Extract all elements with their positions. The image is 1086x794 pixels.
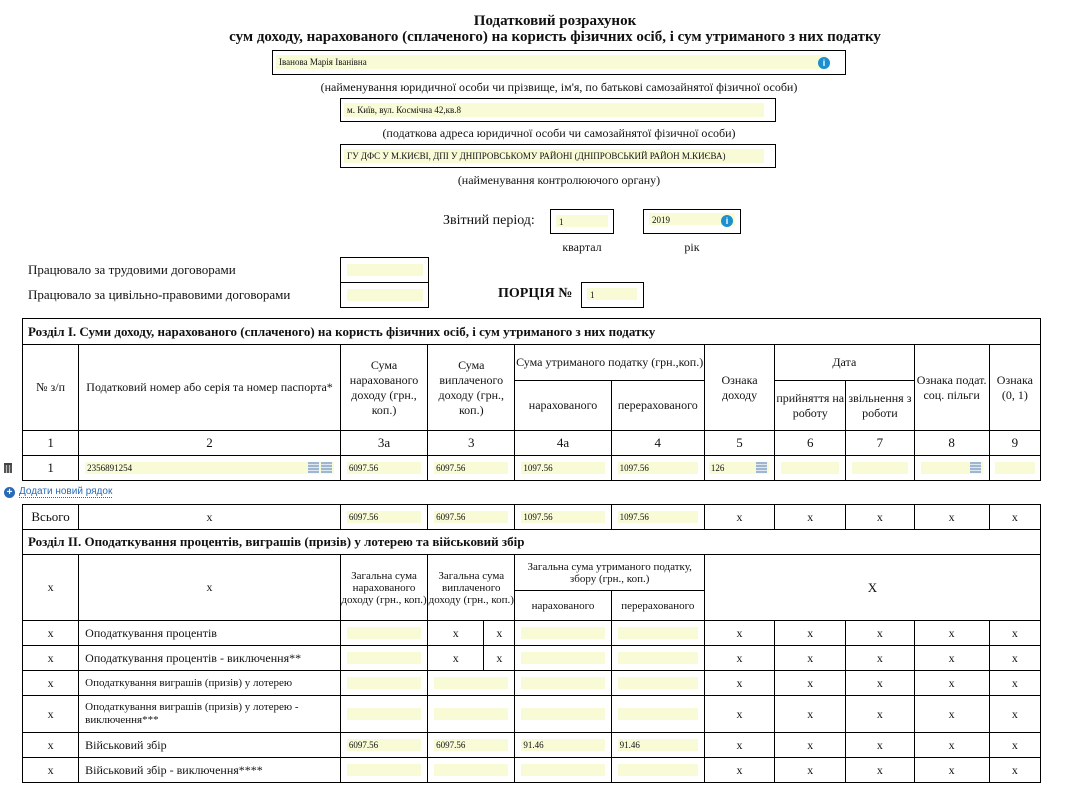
accrued-income-field[interactable] xyxy=(347,764,421,776)
tax-transferred-field[interactable] xyxy=(618,764,698,776)
row-num: 1 xyxy=(23,456,79,481)
col-number: 7 xyxy=(846,431,914,456)
labor-contracts-box xyxy=(340,257,429,283)
header-accrued-income: Сума нарахованого доходу (грн., коп.) xyxy=(340,345,427,431)
quarter-caption: квартал xyxy=(562,240,602,254)
taxpayer-name-field[interactable]: Іванова Марія Іванівна xyxy=(276,55,826,69)
total-tax-transferred[interactable]: 1097.56 xyxy=(618,511,698,523)
header-date-fired: звільнення з роботи xyxy=(846,381,914,431)
header-accrued: нарахованого xyxy=(515,591,611,621)
table-row xyxy=(23,696,1041,733)
x-mark: x xyxy=(846,758,914,783)
x-mark: x xyxy=(914,696,989,733)
x-mark: x xyxy=(846,696,914,733)
sign01-field[interactable] xyxy=(995,462,1035,474)
paid-income-field[interactable] xyxy=(434,764,508,776)
total-label: Всього xyxy=(23,505,79,530)
x-mark: x xyxy=(775,696,846,733)
authority-box xyxy=(340,144,776,168)
table-row xyxy=(23,733,1041,758)
form-title: Податковий розрахунок xyxy=(473,13,637,29)
date-fired-field[interactable] xyxy=(852,462,907,474)
x-mark: x xyxy=(989,758,1040,783)
section1-title: Розділ I. Суми доходу, нарахованого (сплаченого) на користь фізичних осіб, і сум утриманого з них податку xyxy=(23,319,1041,345)
x-mark: x xyxy=(989,671,1040,696)
year-field[interactable]: 2019 xyxy=(649,213,735,225)
form-subtitle: сум доходу, нарахованого (сплаченого) на користь фізичних осіб, і сум утриманого з них податку xyxy=(229,29,881,45)
x-mark: x xyxy=(775,733,846,758)
x-mark: x xyxy=(484,621,515,646)
civil-contracts-box xyxy=(340,282,429,308)
header-sign01: Ознака (0, 1) xyxy=(989,345,1040,431)
address-caption: (податкова адреса юридичної особи чи самозайнятої фізичної особи) xyxy=(382,126,736,140)
portion-field[interactable]: 1 xyxy=(587,288,637,300)
tax-accrued-field[interactable]: 91.46 xyxy=(521,739,604,751)
x-mark: x xyxy=(704,696,774,733)
header-social-benefit: Ознака подат. соц. пільги xyxy=(914,345,989,431)
authority-caption: (найменування контролюючого органу) xyxy=(457,173,661,187)
civil-contracts-field[interactable] xyxy=(347,289,423,301)
x-mark: x xyxy=(23,696,79,733)
total-accrued-income[interactable]: 6097.56 xyxy=(347,511,421,523)
accrued-income-field[interactable]: 6097.56 xyxy=(347,739,421,751)
header-tax-withheld: Сума утриманого податку (грн.,коп.) xyxy=(515,345,705,381)
x-mark: x xyxy=(704,758,774,783)
accrued-income-field[interactable] xyxy=(347,652,421,664)
x-mark: x xyxy=(704,505,774,530)
address-box xyxy=(340,98,776,122)
x-mark: x xyxy=(23,758,79,783)
x-mark: x xyxy=(914,646,989,671)
x-mark: x xyxy=(775,758,846,783)
x-mark: x xyxy=(914,505,989,530)
col-number: 5 xyxy=(704,431,774,456)
paid-income-field[interactable]: 6097.56 xyxy=(434,739,508,751)
year-caption: рік xyxy=(684,240,700,254)
header-date-hired: прийняття на роботу xyxy=(775,381,846,431)
plus-icon: + xyxy=(4,487,15,498)
row-label: Оподаткування виграшів (призів) у лотерею xyxy=(79,671,341,696)
header-tax-accrued: нарахованого xyxy=(515,381,611,431)
section2-title: Розділ II. Оподаткування процентів, виграшів (призів) у лотерею та військовий збір xyxy=(23,530,1041,555)
accrued-income-field[interactable] xyxy=(347,627,421,639)
accrued-income-field[interactable]: 6097.56 xyxy=(347,462,421,474)
total-row xyxy=(23,505,1041,530)
x-mark: x xyxy=(846,621,914,646)
tax-transferred-field[interactable]: 1097.56 xyxy=(618,462,698,474)
portion-box xyxy=(581,282,644,308)
table-row xyxy=(23,646,1041,671)
header-num: № з/п xyxy=(23,345,79,431)
tax-transferred-field[interactable] xyxy=(618,708,698,720)
income-sign-field[interactable]: 126 xyxy=(709,462,769,474)
list-icon[interactable] xyxy=(308,462,319,473)
x-mark: x xyxy=(428,646,484,671)
table-row xyxy=(23,758,1041,783)
period-label: Звітний період: xyxy=(443,213,535,228)
x-mark: x xyxy=(704,646,774,671)
table-row xyxy=(23,671,1041,696)
report-table xyxy=(22,318,1041,783)
x-mark: x xyxy=(989,696,1040,733)
row-label: Військовий збір - виключення**** xyxy=(79,758,341,783)
x-mark: x xyxy=(846,671,914,696)
header-accrued-total: Загальна сума нарахованого доходу (грн., коп.) xyxy=(340,555,427,621)
taxpayer-name-caption: (найменування юридичної особи чи прізвище, ім'я, по батькові самозайнятої фізичної особи) xyxy=(320,80,798,94)
col-number: 3 xyxy=(428,431,515,456)
row-label: Оподаткування процентів - виключення** xyxy=(79,646,341,671)
paid-income-field[interactable]: 6097.56 xyxy=(434,462,508,474)
info-icon[interactable]: i xyxy=(818,57,830,69)
taxpayer-name-box xyxy=(272,50,846,75)
tax-accrued-field[interactable] xyxy=(521,677,604,689)
row-label: Оподаткування процентів xyxy=(79,621,341,646)
header-tax-transferred: перерахованого xyxy=(611,381,704,431)
col-number: 3а xyxy=(340,431,427,456)
labor-contracts-field[interactable] xyxy=(347,264,423,276)
list-icon[interactable] xyxy=(321,462,332,473)
x-mark: x xyxy=(989,646,1040,671)
col-number: 1 xyxy=(23,431,79,456)
x-mark: x xyxy=(704,621,774,646)
x-mark: x xyxy=(846,646,914,671)
quarter-field[interactable]: 1 xyxy=(556,215,608,227)
x-mark: x xyxy=(23,646,79,671)
x-mark: x xyxy=(23,671,79,696)
year-box xyxy=(643,209,741,234)
col-number: 2 xyxy=(79,431,341,456)
labor-contracts-label: Працювало за трудовими договорами xyxy=(28,262,236,277)
x-mark: x xyxy=(775,671,846,696)
accrued-income-field[interactable] xyxy=(347,708,421,720)
tax-transferred-field[interactable] xyxy=(618,677,698,689)
portion-label: ПОРЦІЯ № xyxy=(498,286,573,301)
authority-field[interactable]: ГУ ДФС У М.КИЄВІ, ДПІ У ДНІПРОВСЬКОМУ РАЙОНІ (ДНІПРОВСЬКИЙ РАЙОН М.КИЄВА) xyxy=(344,149,764,163)
header-paid-total: Загальна сума виплаченого доходу (грн., коп.) xyxy=(428,555,515,621)
list-icon[interactable] xyxy=(970,462,981,473)
x-mark: x xyxy=(79,555,341,621)
accrued-income-field[interactable] xyxy=(347,677,421,689)
list-icon[interactable] xyxy=(756,462,767,473)
tax-transferred-field[interactable] xyxy=(618,652,698,664)
add-row-label: Додати новий рядок xyxy=(19,486,113,497)
tax-id-field[interactable]: 2356891254 xyxy=(85,462,334,474)
x-mark: x xyxy=(914,671,989,696)
tax-accrued-field[interactable] xyxy=(521,627,604,639)
col-number: 4а xyxy=(515,431,611,456)
date-hired-field[interactable] xyxy=(781,462,839,474)
x-mark: x xyxy=(846,733,914,758)
x-mark: x xyxy=(775,505,846,530)
x-mark: x xyxy=(23,555,79,621)
x-mark: x xyxy=(704,671,774,696)
total-tax-accrued[interactable]: 1097.56 xyxy=(521,511,604,523)
x-mark: x xyxy=(428,621,484,646)
address-field[interactable]: м. Київ, вул. Космічна 42,кв.8 xyxy=(344,103,764,117)
col-number: 6 xyxy=(775,431,846,456)
paid-income-field[interactable] xyxy=(434,708,508,720)
header-tax-id: Податковий номер або серія та номер паспорта* xyxy=(79,345,341,431)
col-number: 8 xyxy=(914,431,989,456)
paid-income-field[interactable] xyxy=(434,677,508,689)
col-number: 9 xyxy=(989,431,1040,456)
x-mark: x xyxy=(846,505,914,530)
x-mark: x xyxy=(775,646,846,671)
col-number: 4 xyxy=(611,431,704,456)
tax-transferred-field[interactable]: 91.46 xyxy=(618,739,698,751)
x-mark: x xyxy=(775,621,846,646)
total-paid-income[interactable]: 6097.56 xyxy=(434,511,508,523)
x-mark: x xyxy=(989,733,1040,758)
row-label: Оподаткування виграшів (призів) у лотерею - виключення*** xyxy=(79,696,341,733)
table-row xyxy=(23,621,1041,646)
table-row xyxy=(23,456,1041,481)
x-mark: x xyxy=(914,621,989,646)
tax-id-cell xyxy=(79,456,341,481)
header-transferred: перерахованого xyxy=(611,591,704,621)
header-date: Дата xyxy=(775,345,914,381)
header-income-sign: Ознака доходу xyxy=(704,345,774,431)
big-x-mark: X xyxy=(704,555,1040,621)
x-mark: x xyxy=(914,758,989,783)
x-mark: x xyxy=(989,505,1040,530)
row-label: Військовий збір xyxy=(79,733,341,758)
x-mark: x xyxy=(23,621,79,646)
x-mark: x xyxy=(23,733,79,758)
info-icon[interactable]: i xyxy=(721,215,733,227)
delete-row-icon[interactable] xyxy=(4,463,12,473)
tax-accrued-field[interactable] xyxy=(521,764,604,776)
header-paid-income: Сума виплаченого доходу (грн., коп.) xyxy=(428,345,515,431)
x-mark: x xyxy=(484,646,515,671)
tax-accrued-field[interactable] xyxy=(521,708,604,720)
quarter-box xyxy=(550,209,614,234)
x-mark: x xyxy=(914,733,989,758)
tax-transferred-field[interactable] xyxy=(618,627,698,639)
civil-contracts-label: Працювало за цивільно-правовими договорами xyxy=(28,287,291,302)
header-withheld-total: Загальна сума утриманого податку, збору (грн., коп.) xyxy=(515,555,705,591)
tax-accrued-field[interactable]: 1097.56 xyxy=(521,462,604,474)
x-mark: x xyxy=(79,505,341,530)
tax-accrued-field[interactable] xyxy=(521,652,604,664)
x-mark: x xyxy=(989,621,1040,646)
x-mark: x xyxy=(704,733,774,758)
